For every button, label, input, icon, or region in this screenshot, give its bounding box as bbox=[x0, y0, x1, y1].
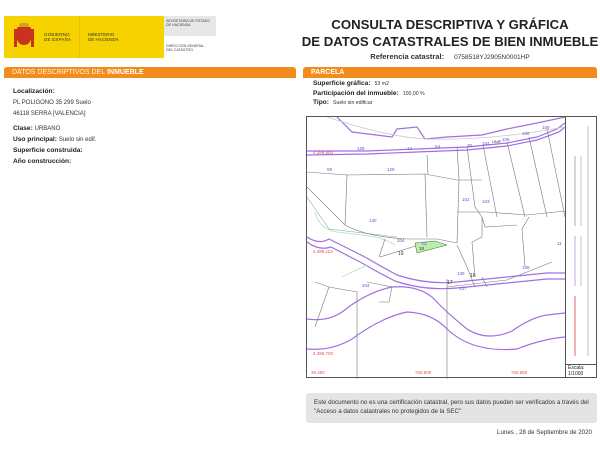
cadastral-map[interactable] bbox=[306, 116, 597, 378]
gobierno-line1: GOBIERNO bbox=[44, 32, 70, 37]
title-line2: DE DATOS CATASTRALES DE BIEN INMUEBLE bbox=[301, 34, 599, 49]
localizacion-line2: 46118 SERRA [VALENCIA] bbox=[13, 111, 86, 117]
tipo-value: Suelo sin edificar bbox=[333, 100, 373, 106]
highlight-parcel-label: 18 bbox=[419, 246, 425, 251]
tipo-label: Tipo: bbox=[313, 99, 329, 106]
document-date: Lunes , 28 de Septiembre de 2020 bbox=[497, 429, 592, 436]
referencia-catastral bbox=[300, 52, 600, 61]
svg-text:16: 16 bbox=[470, 273, 476, 279]
svg-text:204: 204 bbox=[362, 283, 370, 288]
descriptive-data bbox=[13, 86, 293, 167]
svg-text:138: 138 bbox=[522, 265, 530, 270]
svg-text:102: 102 bbox=[462, 197, 470, 202]
svg-text:137: 137 bbox=[459, 286, 467, 291]
svg-text:139: 139 bbox=[457, 271, 465, 276]
ministerio-line1: MINISTERIO bbox=[88, 32, 115, 37]
secretaria-line2: DE HACIENDA bbox=[166, 23, 191, 28]
coord-y-mid: 4.399.110 bbox=[313, 249, 333, 254]
direccion-logo bbox=[164, 16, 216, 58]
svg-text:02: 02 bbox=[422, 241, 428, 246]
svg-text:108: 108 bbox=[522, 131, 530, 136]
direccion-line1: DIRECCIÓN GENERAL bbox=[166, 44, 205, 48]
gobierno-logo bbox=[4, 16, 80, 58]
page-title bbox=[300, 16, 600, 50]
clase-label: Clase: bbox=[13, 125, 33, 132]
svg-text:104: 104 bbox=[482, 141, 490, 146]
superficie-grafica-label: Superficie gráfica: bbox=[313, 80, 371, 87]
title-line1: CONSULTA DESCRIPTIVA Y GRÁFICA bbox=[331, 17, 569, 32]
header-logos bbox=[4, 16, 216, 58]
superficie-construida-label: Superficie construida: bbox=[13, 147, 83, 154]
svg-text:08: 08 bbox=[327, 167, 333, 172]
direccion-line2: DEL CATASTRO bbox=[166, 48, 193, 53]
coord-y-top: 4.399.800 bbox=[313, 150, 334, 155]
ref-label: Referencia catastral: bbox=[370, 52, 445, 61]
participacion-label: Participación del inmueble: bbox=[313, 89, 399, 97]
map-legend bbox=[565, 116, 597, 364]
coat-of-arms-icon bbox=[12, 23, 36, 51]
left-panel-title-light: DATOS DESCRIPTIVOS DEL bbox=[12, 69, 106, 76]
right-panel-header bbox=[303, 67, 597, 78]
legend-drawing bbox=[566, 116, 598, 364]
uso-value: Suelo sin edif. bbox=[58, 137, 97, 143]
clase-value: URBANO bbox=[34, 126, 61, 132]
scale-value: 1/1000 bbox=[568, 370, 584, 377]
gobierno-line2: DE ESPAÑA bbox=[44, 37, 72, 42]
localizacion-line1: PL POLIGONO 35 299 Suelo bbox=[13, 100, 91, 106]
svg-text:UNIF: UNIF bbox=[492, 139, 502, 144]
coord-x-left: 35.450 bbox=[311, 370, 325, 375]
svg-text:130: 130 bbox=[369, 218, 377, 223]
coord-x-right: 720.550 bbox=[511, 370, 528, 375]
svg-text:17: 17 bbox=[447, 280, 453, 286]
svg-text:204: 204 bbox=[397, 238, 405, 243]
svg-text:129: 129 bbox=[387, 167, 395, 172]
svg-text:54: 54 bbox=[435, 144, 441, 149]
svg-text:11: 11 bbox=[557, 241, 562, 246]
svg-text:19: 19 bbox=[398, 251, 404, 257]
left-panel-header bbox=[4, 67, 296, 78]
ministerio-logo bbox=[80, 16, 164, 58]
scale-label: Escala: bbox=[568, 365, 585, 371]
uso-label: Uso principal: bbox=[13, 136, 57, 143]
parcela-data bbox=[313, 79, 425, 108]
ministerio-line2: DE HACIENDA bbox=[88, 37, 119, 42]
left-panel-title-bold: INMUEBLE bbox=[107, 69, 144, 76]
participacion-value: 100,00 % bbox=[402, 90, 425, 97]
coord-y-bottom: 4.399.700 bbox=[313, 351, 334, 356]
ref-value: 0758518YJ2905N0001HP bbox=[454, 54, 530, 61]
localizacion-label: Localización: bbox=[13, 88, 55, 95]
svg-text:106: 106 bbox=[502, 137, 510, 142]
svg-text:30: 30 bbox=[467, 143, 473, 148]
svg-text:103: 103 bbox=[482, 199, 490, 204]
svg-text:128: 128 bbox=[357, 146, 365, 151]
certification-notice: Este documento no es una certificación catastral, pero sus datos pueden ser verificados a través del "Acceso a datos catastrales no protegidos de la SEC" bbox=[306, 393, 597, 423]
map-drawing bbox=[307, 117, 598, 379]
map-scale bbox=[565, 364, 597, 378]
svg-text:12: 12 bbox=[407, 146, 413, 151]
superficie-grafica-value: 53 m2 bbox=[374, 81, 389, 87]
secretaria-line1: SECRETARÍA DE ESTADO bbox=[166, 19, 210, 23]
right-panel-title: PARCELA bbox=[311, 69, 345, 76]
svg-text:109: 109 bbox=[542, 125, 550, 130]
coord-x-mid: 720.500 bbox=[415, 370, 432, 375]
anio-construccion-label: Año construcción: bbox=[13, 158, 72, 165]
